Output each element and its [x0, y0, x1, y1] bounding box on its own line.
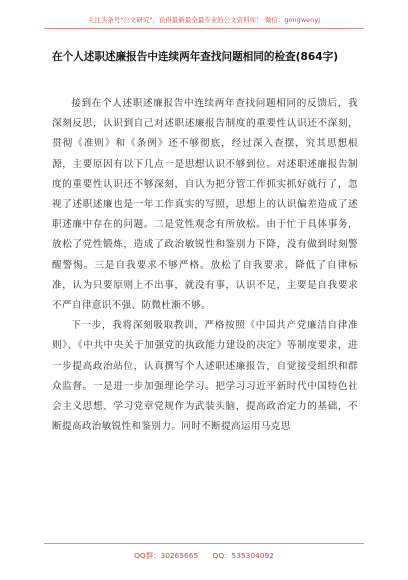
header-banner: 关注头条号"公文研究"，获得最新最全最专业的公文资料库！ 微信：gongwenyj [87, 16, 321, 24]
qq-number: QQ：535304092 [212, 551, 274, 560]
footer-contact [0, 550, 408, 561]
document-body [52, 94, 358, 437]
page-footer [0, 543, 408, 580]
document-title: 在个人述职述廉报告中连续两年查找问题相同的检查(864字) [52, 51, 339, 63]
paragraph: 接到在个人述职述廉报告中连续两年查找问题相同的反馈后，我深刻反思，认识到自己对述职述廉报告制度的重要性认识还不深刻，贯彻《准则》和《条例》还不够彻底，经过深入查摆，究其思想根源，主要原因有以下几点一是思想认识不够到位。对述职述廉报告制度的重要性认识还不够深刻，自认为把分管工作抓实抓好就行了，忽视了述职述廉也是一年工作真实的写照，思想上的认识偏差造成了述职述廉中存在的问题。二是党性观念有所放松。由于忙于具体事务，放松了党性锻炼，造成了政治敏锐性和鉴别力下降，没有做到时刻警醒警惕。三是自我要求不够严格。放松了自我要求，降低了自律标准，认为只要原则上不出事，就没有事，认识不足，主要是自我要求不严自律意识不强、防微杜渐不够。 [52, 98, 358, 312]
paragraph: 下一步，我将深刻吸取教训，严格按照《中国共产党廉洁自律准则》、《中共中央关于加强党的执政能力建设的决定》等制度要求，进一步提高政治站位，认真撰写个人述职述廉报告，自觉接受组织和群众监督。一是进一步加强理论学习。把学习习近平新时代中国特色社会主义思想、学习党章党规作为武装头脑，提高政治定力的基础，不断提高政治敏锐性和鉴别力。同时不断提高运用马克思 [52, 320, 358, 433]
qq-group: QQ群：30265665 [134, 551, 199, 560]
footer-divider [44, 543, 364, 544]
page-header [0, 0, 408, 36]
header-divider [44, 28, 364, 29]
